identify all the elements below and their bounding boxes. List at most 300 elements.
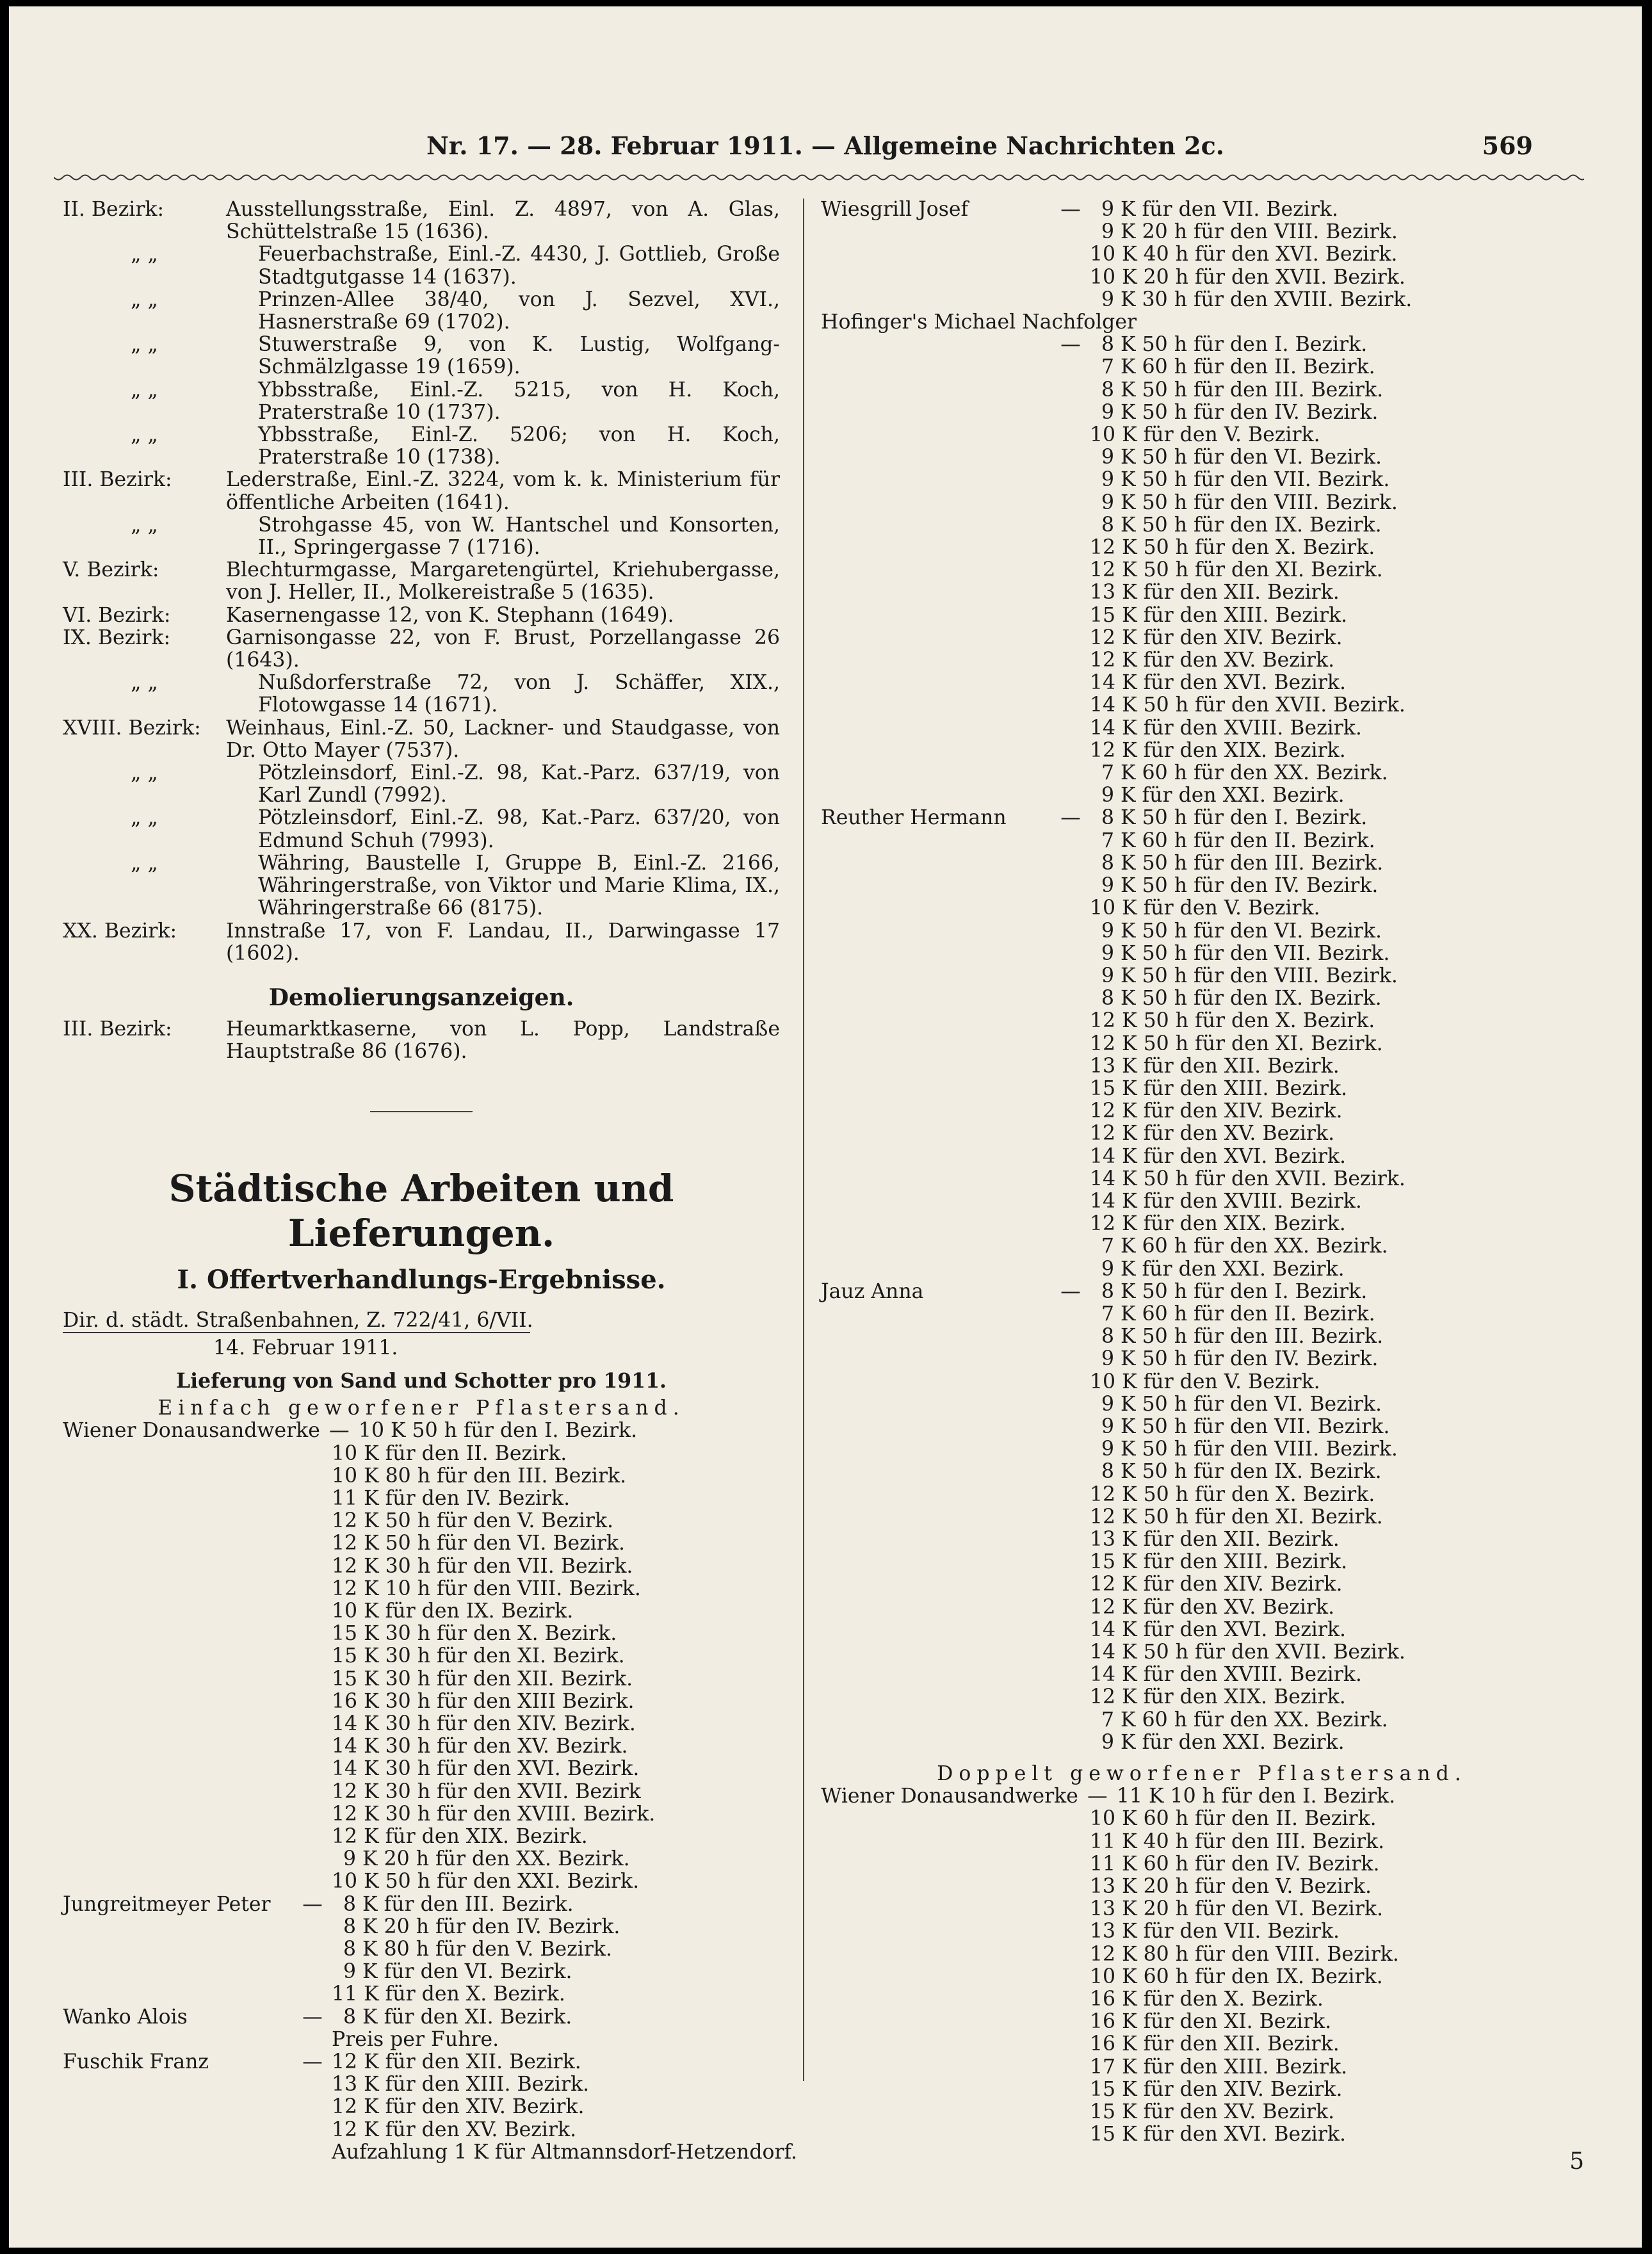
category-heading: Einfach geworfener Pflastersand. [158, 1397, 685, 1420]
price-row [821, 852, 1583, 875]
price-text: 7 K 60 h für den XX. Bezirk. [1101, 1708, 1388, 1731]
dash-mark: — [302, 1892, 323, 1916]
price-text: 12 K für den XIX. Bezirk. [332, 1824, 588, 1848]
dash-spacer [1051, 446, 1090, 469]
name-spacer [821, 1146, 1051, 1168]
district-label: III. Bezirk: [63, 1018, 172, 1041]
reference-line: Dir. d. städt. Straßenbahnen, Z. 722/41, 6/VII. [63, 1309, 530, 1333]
price-row [63, 1713, 780, 1735]
price-text: 8 K für den III. Bezirk. [343, 1892, 574, 1916]
price-text: 12 K 10 h für den VIII. Bezirk. [332, 1577, 641, 1600]
name-spacer [821, 897, 1051, 920]
section-separator [370, 1111, 473, 1112]
price-row [63, 1803, 780, 1826]
district-label: „ „ [131, 243, 158, 266]
dash-spacer [1051, 1393, 1090, 1416]
price-row [63, 1465, 780, 1488]
dash-spacer [1051, 1686, 1090, 1708]
name-spacer [821, 2056, 1051, 2079]
name-spacer [821, 401, 1051, 424]
price-text: 9 K 20 h für den XX. Bezirk. [343, 1847, 630, 1871]
permit-entry [63, 807, 780, 852]
price-row [63, 1645, 780, 1667]
price-row [821, 717, 1583, 740]
price-text: 9 K für den XXI. Bezirk. [1101, 1730, 1345, 1754]
price-row [821, 1078, 1583, 1100]
price-row [821, 537, 1583, 559]
price-row [821, 221, 1583, 243]
dash-spacer [293, 2141, 332, 2164]
entry-text: Garnisongasse 22, von F. Brust, Porzellangasse 26 (1643). [226, 626, 780, 672]
price-text: 9 K 50 h für den VII. Bezirk. [1101, 1415, 1390, 1438]
district-label: XVIII. Bezirk: [63, 716, 201, 740]
price-text: 13 K 20 h für den VI. Bezirk. [1090, 1897, 1383, 1921]
name-spacer [821, 672, 1051, 694]
price-text: 12 K 50 h für den VI. Bezirk. [332, 1532, 625, 1555]
name-spacer [821, 1573, 1051, 1596]
price-text: 12 K 50 h für den X. Bezirk. [1090, 536, 1375, 560]
supplier-name: Hofinger's Michael Nachfolger [821, 311, 1137, 334]
price-text: 10 K 50 h für den XXI. Bezirk. [332, 1870, 640, 1893]
dash-spacer [1051, 897, 1090, 920]
price-text: 10 K 40 h für den XVI. Bezirk. [1090, 243, 1398, 266]
dash-spacer [293, 1713, 332, 1735]
price-text: 9 K für den VII. Bezirk. [1101, 198, 1339, 221]
price-text: 9 K 50 h für den VI. Bezirk. [1101, 919, 1382, 943]
dash-spacer [1051, 1641, 1090, 1664]
price-text: 12 K für den XII. Bezirk. [332, 2050, 581, 2074]
price-row [63, 2006, 780, 2029]
price-text: 9 K 50 h für den VII. Bezirk. [1101, 468, 1390, 492]
name-spacer [63, 1578, 293, 1600]
dash-mark: — [329, 1419, 350, 1443]
price-row [821, 1190, 1583, 1213]
price-text: 14 K 50 h für den XVII. Bezirk. [1090, 1167, 1405, 1190]
name-spacer [821, 1831, 1051, 1853]
dash-spacer [1051, 1010, 1090, 1032]
price-row [63, 2029, 780, 2051]
name-spacer [821, 1808, 1051, 1830]
district-label: „ „ [131, 378, 158, 401]
name-spacer [63, 1465, 293, 1488]
price-row [63, 2096, 780, 2118]
price-row [821, 1709, 1583, 1731]
permit-entry [63, 334, 780, 378]
dash-spacer [1051, 1055, 1090, 1078]
name-spacer [821, 784, 1051, 807]
price-row [821, 1898, 1583, 1920]
price-text: 8 K 50 h für den III. Bezirk. [1101, 851, 1384, 875]
price-row [63, 1938, 780, 1961]
entry-text: Ausstellungsstraße, Einl. Z. 4897, von A. Glas, Schüttelstraße 15 (1636). [226, 198, 780, 244]
name-spacer [63, 1848, 293, 1870]
name-spacer [821, 334, 1051, 356]
name-spacer [821, 1461, 1051, 1483]
price-text: 8 K 20 h für den IV. Bezirk. [343, 1915, 620, 1938]
entry-text: Währing, Baustelle I, Gruppe B, Einl.-Z. 2166, Währingerstraße, von Viktor und Marie Klima, IX., Währingerstraße 66 (8175). [258, 851, 780, 920]
name-spacer [821, 1943, 1051, 1966]
price-row [821, 2011, 1583, 2033]
price-text: 15 K für den XIII. Bezirk. [1090, 1550, 1348, 1574]
price-text: 10 K 50 h für den I. Bezirk. [358, 1419, 638, 1443]
price-text: 9 K 50 h für den VII. Bezirk. [1101, 941, 1390, 965]
price-text: 17 K für den XIII. Bezirk. [1090, 2055, 1348, 2079]
dash-spacer [293, 1488, 332, 1510]
name-spacer [821, 920, 1051, 943]
price-row [821, 334, 1583, 356]
dash-spacer [293, 1600, 332, 1623]
dash-spacer [1051, 1213, 1090, 1235]
name-spacer [821, 694, 1051, 717]
price-row [821, 1686, 1583, 1708]
building-permit-list [63, 199, 780, 965]
dash-spacer [1051, 1033, 1090, 1055]
dash-spacer [1051, 492, 1090, 514]
sub-section-title: I. Offertverhandlungs-Ergebnisse. [177, 1264, 666, 1295]
price-text: 9 K 50 h für den VI. Bezirk. [1101, 1392, 1382, 1416]
dash-spacer [1051, 1484, 1090, 1506]
name-spacer [821, 289, 1051, 311]
price-text: 14 K 50 h für den XVII. Bezirk. [1090, 693, 1405, 717]
price-row [821, 446, 1583, 469]
dash-spacer [1051, 987, 1090, 1010]
price-text: 11 K 60 h für den IV. Bezirk. [1090, 1852, 1380, 1876]
price-row [821, 1785, 1583, 1808]
price-text: 7 K 60 h für den XX. Bezirk. [1101, 1235, 1388, 1258]
permit-entry [63, 627, 780, 672]
price-row [821, 1853, 1583, 1876]
name-spacer [821, 1123, 1051, 1145]
date-line: 14. Februar 1911. [213, 1336, 398, 1359]
name-spacer [63, 1916, 293, 1938]
name-spacer [821, 1664, 1051, 1686]
price-row [63, 1848, 780, 1870]
name-spacer [63, 1758, 293, 1780]
dash-spacer [1051, 1235, 1090, 1258]
name-spacer [821, 1709, 1051, 1731]
price-row [821, 1258, 1583, 1281]
name-spacer [821, 1213, 1051, 1235]
price-row [821, 199, 1583, 221]
permit-entry [63, 920, 780, 965]
price-row [821, 1528, 1583, 1551]
price-text: 9 K 50 h für den IV. Bezirk. [1101, 1347, 1379, 1371]
price-text: 12 K für den XV. Bezirk. [1090, 649, 1335, 672]
price-row [821, 784, 1583, 807]
price-row [63, 1668, 780, 1690]
price-text: 7 K 60 h für den II. Bezirk. [1101, 829, 1375, 852]
name-spacer [63, 1713, 293, 1735]
entry-text: Kasernengasse 12, von K. Stephann (1649). [226, 603, 674, 627]
name-spacer [821, 221, 1051, 243]
dash-spacer [1051, 221, 1090, 243]
permit-entry [63, 604, 780, 627]
price-row [63, 1510, 780, 1532]
permit-entry [63, 762, 780, 807]
price-text: 14 K für den XVI. Bezirk. [1090, 1144, 1347, 1168]
permit-entry [63, 672, 780, 717]
permit-entry [63, 424, 780, 469]
price-text: 11 K für den IV. Bezirk. [332, 1486, 571, 1510]
dash-spacer [293, 1532, 332, 1555]
price-text: 10 K 60 h für den II. Bezirk. [1090, 1807, 1377, 1831]
price-row [821, 1033, 1583, 1055]
permit-entry [63, 243, 780, 288]
dash-spacer [1051, 943, 1090, 965]
name-spacer [821, 1438, 1051, 1461]
price-row [63, 1826, 780, 1848]
price-text: 15 K für den XVI. Bezirk. [1090, 2123, 1347, 2146]
price-row [63, 1690, 780, 1713]
dash-spacer [1051, 1943, 1090, 1966]
price-row [821, 627, 1583, 649]
price-row [821, 514, 1583, 537]
dash-spacer [1051, 740, 1090, 762]
name-spacer [63, 1443, 293, 1465]
name-spacer [821, 717, 1051, 740]
name-spacer [821, 1686, 1051, 1708]
name-spacer [821, 1416, 1051, 1438]
right-column [821, 199, 1583, 2146]
price-text: 11 K 10 h für den I. Bezirk. [1116, 1785, 1396, 1808]
price-row [821, 762, 1583, 784]
price-text: 9 K für den XXI. Bezirk. [1101, 1257, 1345, 1281]
price-row [821, 604, 1583, 627]
dash-spacer [1051, 1853, 1090, 1876]
dash-spacer [1051, 401, 1090, 424]
entry-text: Blechturmgasse, Margaretengürtel, Kriehubergasse, von J. Heller, II., Molkereistraße 5 (1635). [226, 558, 780, 604]
price-row [821, 694, 1583, 717]
district-label: IX. Bezirk: [63, 626, 171, 649]
dash-spacer [1051, 266, 1090, 289]
price-text: 9 K für den VI. Bezirk. [343, 1960, 572, 1984]
name-spacer [821, 2101, 1051, 2123]
dash-spacer [293, 1781, 332, 1803]
dash-spacer [1051, 514, 1090, 537]
price-text: 14 K für den XVIII. Bezirk. [1090, 1663, 1362, 1687]
name-spacer [63, 1623, 293, 1645]
price-text: 14 K für den XVIII. Bezirk. [1090, 1189, 1362, 1213]
price-text: 13 K für den XII. Bezirk. [1090, 1054, 1340, 1078]
dash-spacer [1051, 559, 1090, 581]
price-text: 8 K 50 h für den III. Bezirk. [1101, 1325, 1384, 1349]
dash-spacer [1051, 1920, 1090, 1943]
name-spacer [821, 1033, 1051, 1055]
price-row [821, 469, 1583, 491]
permit-entry [63, 559, 780, 604]
name-spacer [63, 1781, 293, 1803]
dash-spacer [1051, 1303, 1090, 1326]
price-text: 12 K 80 h für den VIII. Bezirk. [1090, 1942, 1399, 1966]
price-row [63, 2073, 780, 2096]
price-row [821, 379, 1583, 401]
dash-spacer [1051, 1596, 1090, 1619]
district-label: „ „ [131, 513, 158, 537]
dash-spacer [1051, 537, 1090, 559]
price-row [821, 2033, 1583, 2055]
price-text: 8 K 50 h für den III. Bezirk. [1101, 378, 1384, 401]
permit-entry [63, 852, 780, 920]
price-text: 16 K für den X. Bezirk. [1090, 1988, 1324, 2011]
price-row [821, 965, 1583, 987]
dash-spacer [1051, 1898, 1090, 1920]
name-spacer [821, 1348, 1051, 1370]
name-spacer [821, 1303, 1051, 1326]
price-text: 12 K für den XIV. Bezirk. [1090, 626, 1343, 649]
price-row [821, 1988, 1583, 2011]
dash-spacer [1051, 717, 1090, 740]
price-row [63, 1916, 780, 1938]
price-text: 9 K 30 h für den XVIII. Bezirk. [1101, 288, 1413, 311]
entry-text: Ybbsstraße, Einl-Z. 5206; von H. Koch, Praterstraße 10 (1738). [258, 423, 780, 469]
price-row [821, 987, 1583, 1010]
price-row [821, 1966, 1583, 1988]
name-spacer [63, 2119, 293, 2141]
dash-spacer [1051, 1709, 1090, 1731]
name-spacer [821, 965, 1051, 987]
dash-spacer [1051, 965, 1090, 987]
price-text: 15 K 30 h für den XII. Bezirk. [332, 1667, 633, 1690]
name-spacer [63, 1600, 293, 1623]
name-spacer [821, 266, 1051, 289]
price-row [821, 740, 1583, 762]
price-text: 13 K für den XII. Bezirk. [1090, 581, 1340, 604]
dash-spacer [1051, 1461, 1090, 1483]
dash-spacer [1051, 379, 1090, 401]
district-label: III. Bezirk: [63, 468, 172, 492]
dash-spacer [1051, 2123, 1090, 2146]
price-row [821, 1235, 1583, 1258]
dash-spacer [293, 1758, 332, 1780]
price-row [821, 897, 1583, 920]
price-row [821, 2056, 1583, 2079]
main-section-title: Städtische Arbeiten und Lieferungen. [168, 1166, 674, 1255]
name-spacer [821, 1920, 1051, 1943]
dash-spacer [293, 1465, 332, 1488]
price-text: 10 K 60 h für den IX. Bezirk. [1090, 1965, 1383, 1988]
name-spacer [821, 1168, 1051, 1190]
supplier-block [821, 199, 1583, 311]
price-row [821, 920, 1583, 943]
price-text: 9 K 20 h für den VIII. Bezirk. [1101, 220, 1398, 244]
price-text: 12 K für den XV. Bezirk. [1090, 1595, 1335, 1619]
price-text: 13 K für den XIII. Bezirk. [332, 2073, 590, 2096]
dash-spacer [1051, 581, 1090, 604]
price-row [821, 1731, 1583, 1754]
dash-spacer [1051, 289, 1090, 311]
dash-spacer [1051, 469, 1090, 491]
dash-spacer [1051, 694, 1090, 717]
permit-entry [63, 379, 780, 424]
price-text: 16 K 30 h für den XIII Bezirk. [332, 1689, 635, 1713]
dash-spacer [293, 2096, 332, 2118]
district-label: „ „ [131, 761, 158, 785]
price-text: Aufzahlung 1 K für Altmannsdorf-Hetzendorf. [332, 2140, 798, 2164]
dash-spacer [1051, 356, 1090, 378]
dash-spacer [1051, 1619, 1090, 1641]
price-text: 15 K für den XIII. Bezirk. [1090, 603, 1348, 627]
dash-spacer [293, 1510, 332, 1532]
price-row [821, 1416, 1583, 1438]
price-text: 11 K für den X. Bezirk. [332, 1982, 565, 2006]
permit-entry [63, 199, 780, 243]
name-spacer [821, 356, 1051, 378]
dash-mark: — [1060, 1279, 1081, 1303]
price-text: 12 K 50 h für den XI. Bezirk. [1090, 1505, 1383, 1528]
price-row [63, 1893, 780, 1916]
district-label: VI. Bezirk: [63, 603, 171, 627]
district-label: II. Bezirk: [63, 198, 165, 221]
dash-spacer [293, 1690, 332, 1713]
name-spacer [821, 446, 1051, 469]
supplier-price-list [63, 1419, 798, 2164]
price-text: Preis per Fuhre. [332, 2027, 499, 2051]
name-spacer [821, 740, 1051, 762]
name-spacer [821, 1190, 1051, 1213]
price-text: 14 K 30 h für den XIV. Bezirk. [332, 1712, 636, 1735]
price-row [63, 1758, 780, 1780]
name-spacer [63, 1555, 293, 1578]
dash-spacer [1051, 1988, 1090, 2011]
name-spacer [821, 1898, 1051, 1920]
name-spacer [821, 649, 1051, 672]
price-text: 12 K 50 h für den X. Bezirk. [1090, 1009, 1375, 1033]
entry-text: Weinhaus, Einl.-Z. 50, Lackner- und Staudgasse, von Dr. Otto Mayer (7537). [226, 716, 780, 762]
permit-entry [63, 289, 780, 334]
supplier-block [63, 1420, 780, 1893]
price-row [821, 1551, 1583, 1573]
name-spacer [821, 1551, 1051, 1573]
price-text: 12 K 50 h für den XI. Bezirk. [1090, 558, 1383, 582]
running-header [9, 131, 1642, 170]
price-text: 10 K für den V. Bezirk. [1090, 423, 1320, 447]
price-row [821, 1461, 1583, 1483]
dash-spacer [1051, 1123, 1090, 1145]
price-row [821, 1010, 1583, 1032]
demolition-section-title: Demolierungsanzeigen. [268, 984, 574, 1011]
price-row [821, 581, 1583, 604]
entry-text: Prinzen-Allee 38/40, von J. Sezvel, XVI., Hasnerstraße 69 (1702). [258, 288, 780, 334]
name-spacer [821, 379, 1051, 401]
dash-spacer [1051, 852, 1090, 875]
price-row [63, 1623, 780, 1645]
name-spacer [821, 2079, 1051, 2101]
price-row [821, 1168, 1583, 1190]
price-text: 14 K für den XVI. Bezirk. [1090, 1618, 1347, 1641]
dash-spacer [1051, 2056, 1090, 2079]
price-row [63, 1983, 780, 2006]
dash-spacer [1051, 2011, 1090, 2033]
name-spacer [821, 243, 1051, 266]
price-row [821, 1573, 1583, 1596]
price-row [821, 492, 1583, 514]
dash-spacer [1051, 424, 1090, 446]
entry-text: Ybbsstraße, Einl.-Z. 5215, von H. Koch, Praterstraße 10 (1737). [258, 378, 780, 424]
supplier-block [821, 1281, 1583, 1754]
permit-entry [63, 469, 780, 514]
price-row [63, 1488, 780, 1510]
dash-mark: — [1060, 806, 1081, 830]
price-text: 12 K 50 h für den X. Bezirk. [1090, 1482, 1375, 1506]
dash-spacer [293, 1916, 332, 1938]
signature-mark: 5 [1569, 2148, 1584, 2175]
dash-spacer [1051, 1438, 1090, 1461]
name-spacer [63, 2141, 293, 2164]
price-text: 12 K für den XV. Bezirk. [332, 2118, 577, 2141]
dash-spacer [293, 1870, 332, 1893]
name-spacer [821, 1326, 1051, 1348]
entry-text: Feuerbachstraße, Einl.-Z. 4430, J. Gottlieb, Große Stadtgutgasse 14 (1637). [258, 243, 780, 289]
